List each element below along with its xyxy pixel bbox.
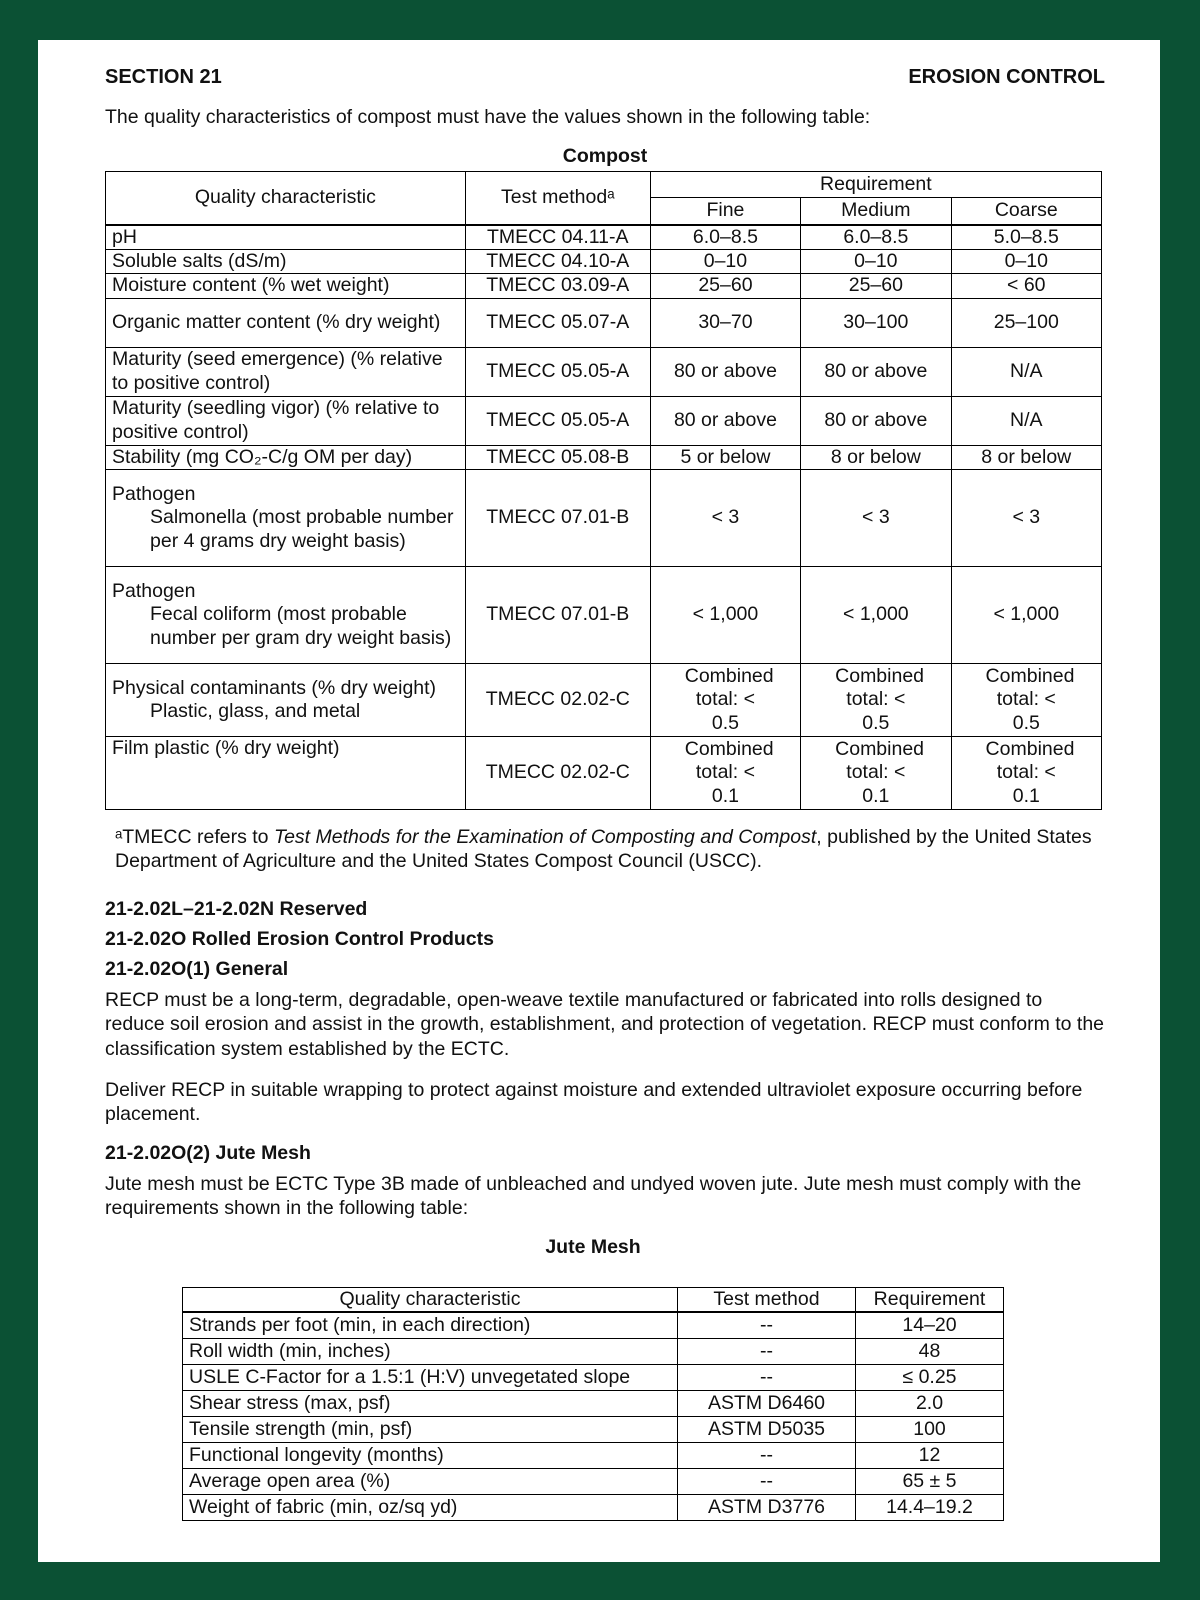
compost-row <box>106 396 1102 445</box>
cell-quality <box>106 567 466 664</box>
cell-medium: 30–100 <box>801 298 951 347</box>
page-header <box>105 66 1105 89</box>
quality-sublabel: Fecal coliform (most probable number per gram dry weight basis) <box>150 603 452 649</box>
heading-recp: 21-2.02O Rolled Erosion Control Products <box>105 928 494 950</box>
compost-row <box>106 567 1102 664</box>
jute-row <box>183 1443 1004 1469</box>
intro-text: The quality characteristics of compost must have the values shown in the following table: <box>105 106 871 128</box>
cell-requirement: 65 ± 5 <box>856 1469 1004 1495</box>
quality-label: Film plastic (% dry weight) <box>112 737 340 760</box>
quality-label: Physical contaminants (% dry weight) <box>112 676 437 699</box>
cell-medium: 8 or below <box>801 445 951 469</box>
compost-row <box>106 664 1102 737</box>
compost-table-body <box>106 225 1102 810</box>
quality-label: Pathogen <box>112 482 196 505</box>
quality-label: Soluble salts (dS/m) <box>112 249 287 272</box>
cell-quality <box>106 470 466 567</box>
cell-medium: 25–60 <box>801 274 951 298</box>
cell-test-method: -- <box>678 1312 856 1339</box>
cell-requirement: ≤ 0.25 <box>856 1365 1004 1391</box>
jute-row <box>183 1469 1004 1495</box>
jute-row <box>183 1495 1004 1521</box>
quality-sublabel: Salmonella (most probable number per 4 grams dry weight basis) <box>150 506 454 552</box>
cell-fine: < 3 <box>650 470 800 567</box>
jute-header-quality: Quality characteristic <box>183 1288 678 1313</box>
general-paragraph-2: Deliver RECP in suitable wrapping to protect against moisture and extended ultraviolet exposure occurring before placement. <box>105 1079 1083 1126</box>
cell-coarse: N/A <box>951 347 1101 396</box>
header-fine: Fine <box>650 198 800 225</box>
cell-requirement: 48 <box>856 1339 1004 1365</box>
cell-quality <box>106 445 466 469</box>
cell-quality <box>106 737 466 810</box>
cell-test-method: TMECC 02.02-C <box>465 664 650 737</box>
jute-table-body <box>183 1312 1004 1521</box>
header-medium: Medium <box>801 198 951 225</box>
cell-test-method: ASTM D3776 <box>678 1495 856 1521</box>
cell-fine: 80 or above <box>650 396 800 445</box>
footnote-prefix: ᵃTMECC refers to <box>115 826 274 848</box>
cell-test-method: ASTM D6460 <box>678 1391 856 1417</box>
cell-quality <box>106 347 466 396</box>
cell-test-method: -- <box>678 1469 856 1495</box>
cell-medium: 0–10 <box>801 249 951 273</box>
quality-label: Stability (mg CO₂-C/g OM per day) <box>112 445 413 468</box>
cell-test-method: TMECC 07.01-B <box>465 470 650 567</box>
compost-row <box>106 274 1102 298</box>
cell-coarse: Combined total: < 0.1 <box>951 737 1101 810</box>
cell-test-method: TMECC 03.09-A <box>465 274 650 298</box>
general-paragraph-1: RECP must be a long-term, degradable, open-weave textile manufactured or fabricated into rolls designed to reduce soil erosion and assist in the growth, establishment, and protection of vegetation. RECP must conform to the classification system established by the ECTC. <box>105 989 1105 1060</box>
compost-table-caption: Compost <box>562 145 648 167</box>
cell-coarse: 0–10 <box>951 249 1101 273</box>
cell-test-method: -- <box>678 1443 856 1469</box>
cell-fine: 6.0–8.5 <box>650 225 800 250</box>
cell-medium: Combined total: < 0.5 <box>801 664 951 737</box>
cell-quality <box>106 664 466 737</box>
cell-requirement: 100 <box>856 1417 1004 1443</box>
cell-quality: Strands per foot (min, in each direction) <box>183 1312 678 1339</box>
cell-coarse: 25–100 <box>951 298 1101 347</box>
cell-test-method: TMECC 07.01-B <box>465 567 650 664</box>
cell-test-method: -- <box>678 1365 856 1391</box>
jute-row <box>183 1312 1004 1339</box>
cell-quality <box>106 274 466 298</box>
cell-coarse: < 1,000 <box>951 567 1101 664</box>
cell-quality: Tensile strength (min, psf) <box>183 1417 678 1443</box>
compost-row <box>106 470 1102 567</box>
cell-quality: Average open area (%) <box>183 1469 678 1495</box>
jute-paragraph: Jute mesh must be ECTC Type 3B made of unbleached and undyed woven jute. Jute mesh must comply with the requirements shown in the following table: <box>105 1173 1082 1220</box>
compost-row <box>106 445 1102 469</box>
jute-table <box>182 1287 1004 1521</box>
header-requirement: Requirement <box>650 172 1101 198</box>
compost-table <box>105 171 1102 810</box>
jute-row <box>183 1339 1004 1365</box>
section-title: EROSION CONTROL <box>908 66 1105 88</box>
quality-label: Organic matter content (% dry weight) <box>112 310 441 333</box>
cell-quality <box>106 298 466 347</box>
cell-requirement: 12 <box>856 1443 1004 1469</box>
cell-fine: 5 or below <box>650 445 800 469</box>
footnote-suffix: , published by the United States Department of Agriculture and the United States Compost Council (USCC). <box>115 826 1092 873</box>
compost-row <box>106 298 1102 347</box>
cell-test-method: TMECC 05.07-A <box>465 298 650 347</box>
cell-fine: 80 or above <box>650 347 800 396</box>
compost-footnote <box>115 825 1095 874</box>
cell-coarse: 8 or below <box>951 445 1101 469</box>
header-quality: Quality characteristic <box>106 172 466 225</box>
cell-fine: 0–10 <box>650 249 800 273</box>
heading-reserved: 21-2.02L–21-2.02N Reserved <box>105 898 368 920</box>
cell-fine: 30–70 <box>650 298 800 347</box>
jute-row <box>183 1365 1004 1391</box>
jute-header-test-method: Test method <box>678 1288 856 1313</box>
section-label: SECTION 21 <box>105 66 222 88</box>
cell-fine: Combined total: < 0.1 <box>650 737 800 810</box>
cell-coarse: Combined total: < 0.5 <box>951 664 1101 737</box>
cell-coarse: N/A <box>951 396 1101 445</box>
compost-row <box>106 225 1102 250</box>
cell-medium: < 3 <box>801 470 951 567</box>
header-test-method: Test methodᵃ <box>465 172 650 225</box>
cell-quality: Weight of fabric (min, oz/sq yd) <box>183 1495 678 1521</box>
jute-row <box>183 1391 1004 1417</box>
cell-coarse: < 3 <box>951 470 1101 567</box>
cell-fine: Combined total: < 0.5 <box>650 664 800 737</box>
cell-fine: < 1,000 <box>650 567 800 664</box>
jute-row <box>183 1417 1004 1443</box>
header-coarse: Coarse <box>951 198 1101 225</box>
quality-label: Maturity (seedling vigor) (% relative to positive control) <box>112 397 440 443</box>
cell-quality <box>106 249 466 273</box>
cell-medium: 80 or above <box>801 347 951 396</box>
compost-row <box>106 347 1102 396</box>
cell-quality <box>106 396 466 445</box>
heading-general: 21-2.02O(1) General <box>105 958 289 980</box>
quality-label: Moisture content (% wet weight) <box>112 274 390 297</box>
cell-quality: Roll width (min, inches) <box>183 1339 678 1365</box>
cell-test-method: TMECC 04.11-A <box>465 225 650 250</box>
cell-test-method: TMECC 05.08-B <box>465 445 650 469</box>
compost-row <box>106 737 1102 810</box>
cell-medium: Combined total: < 0.1 <box>801 737 951 810</box>
cell-test-method: -- <box>678 1339 856 1365</box>
cell-test-method: TMECC 04.10-A <box>465 249 650 273</box>
cell-quality: USLE C-Factor for a 1.5:1 (H:V) unvegetated slope <box>183 1365 678 1391</box>
cell-coarse: < 60 <box>951 274 1101 298</box>
cell-requirement: 14.4–19.2 <box>856 1495 1004 1521</box>
cell-medium: < 1,000 <box>801 567 951 664</box>
cell-test-method: TMECC 05.05-A <box>465 396 650 445</box>
quality-sublabel: Plastic, glass, and metal <box>150 700 361 723</box>
cell-test-method: ASTM D5035 <box>678 1417 856 1443</box>
cell-quality: Functional longevity (months) <box>183 1443 678 1469</box>
cell-fine: 25–60 <box>650 274 800 298</box>
jute-table-caption: Jute Mesh <box>545 1236 641 1258</box>
cell-requirement: 14–20 <box>856 1312 1004 1339</box>
jute-header-requirement: Requirement <box>856 1288 1004 1313</box>
cell-requirement: 2.0 <box>856 1391 1004 1417</box>
quality-label: pH <box>112 225 137 248</box>
quality-label: Maturity (seed emergence) (% relative to positive control) <box>112 348 443 394</box>
heading-jute-mesh: 21-2.02O(2) Jute Mesh <box>105 1142 311 1164</box>
quality-label: Pathogen <box>112 579 196 602</box>
document-page <box>38 40 1160 1562</box>
footnote-title: Test Methods for the Examination of Composting and Compost <box>273 826 817 848</box>
cell-quality: Shear stress (max, psf) <box>183 1391 678 1417</box>
cell-medium: 80 or above <box>801 396 951 445</box>
cell-test-method: TMECC 02.02-C <box>465 737 650 810</box>
cell-quality <box>106 225 466 250</box>
cell-coarse: 5.0–8.5 <box>951 225 1101 250</box>
compost-row <box>106 249 1102 273</box>
cell-test-method: TMECC 05.05-A <box>465 347 650 396</box>
cell-medium: 6.0–8.5 <box>801 225 951 250</box>
